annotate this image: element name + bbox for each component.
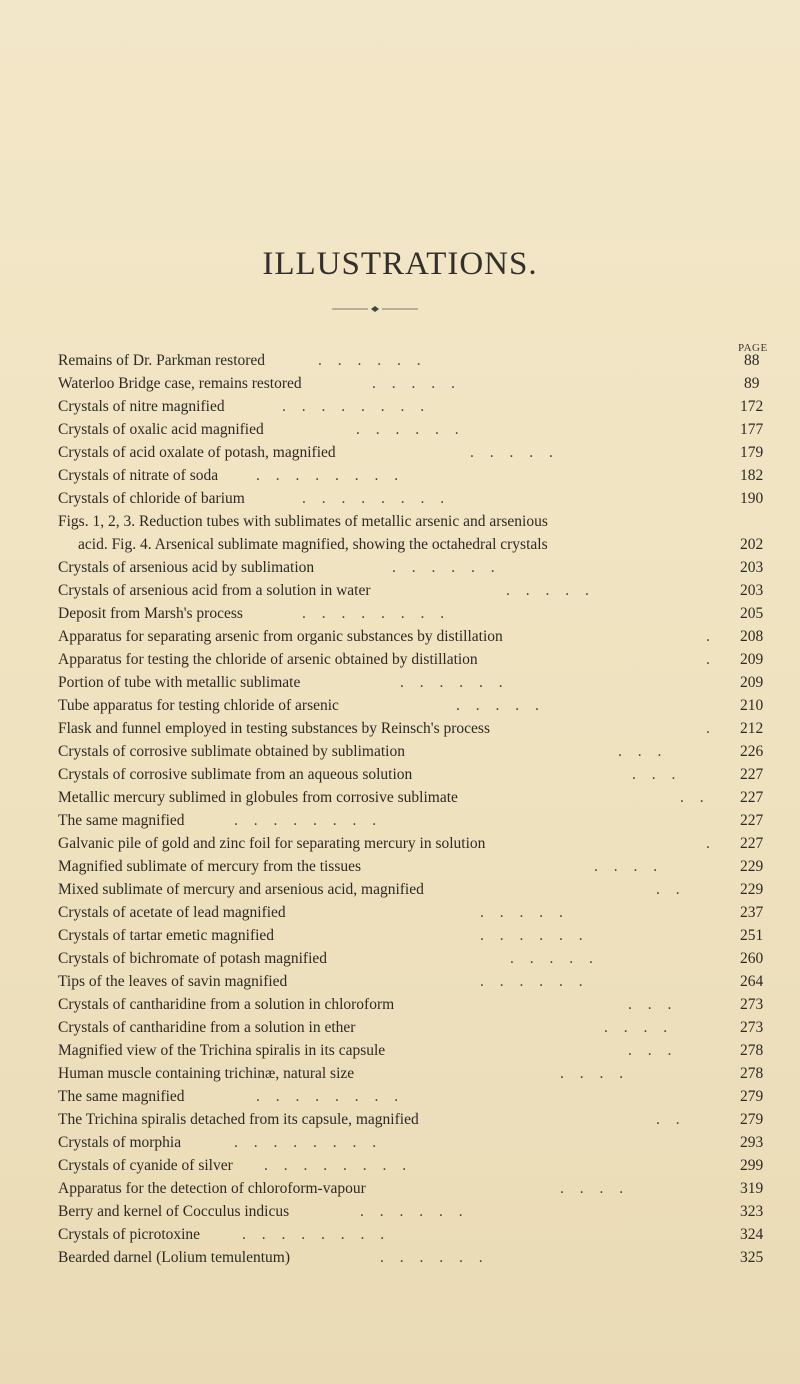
entry-page: 278 bbox=[740, 1042, 764, 1059]
entry-page: 182 bbox=[740, 467, 764, 484]
entry-page: 210 bbox=[740, 697, 764, 714]
entry-label: Crystals of bichromate of potash magnified bbox=[58, 950, 328, 967]
leader-dots: . . . . . . bbox=[400, 674, 509, 691]
entry-page: 212 bbox=[740, 720, 764, 737]
entry-label: Apparatus for the detection of chloroform-vapour bbox=[58, 1180, 366, 1197]
entry-page: 323 bbox=[740, 1203, 764, 1220]
leader-dots: . . bbox=[656, 881, 686, 898]
entry-label: Apparatus for testing the chloride of arsenic obtained by distillation bbox=[58, 651, 478, 668]
leader-dots: . . . . . . . . bbox=[234, 1134, 383, 1151]
leader-dots: . . . . . . . . bbox=[302, 490, 451, 507]
entry-label: Bearded darnel (Lolium temulentum) bbox=[58, 1249, 290, 1266]
entry-label: Crystals of tartar emetic magnified bbox=[58, 927, 275, 944]
leader-dots: . . . . . . . . bbox=[234, 812, 383, 829]
entry-label: Magnified view of the Trichina spiralis in its capsule bbox=[58, 1042, 386, 1059]
entry-label: Portion of tube with metallic sublimate bbox=[58, 674, 301, 691]
entry-label: Apparatus for separating arsenic from organic substances by distillation bbox=[58, 628, 503, 645]
entry-label: The same magnified bbox=[58, 1088, 185, 1105]
leader-dots: . . . bbox=[628, 996, 678, 1013]
leader-dots: . . . . . bbox=[480, 904, 569, 921]
entry-page: 209 bbox=[740, 651, 764, 668]
entry-label: Crystals of picrotoxine bbox=[58, 1226, 201, 1243]
entry-label: Crystals of corrosive sublimate from an aqueous solution bbox=[58, 766, 413, 783]
entry-page: 227 bbox=[740, 812, 764, 829]
entry-page: 279 bbox=[740, 1088, 764, 1105]
leader-dots: . . . . . . . . bbox=[256, 467, 405, 484]
entry-label: Remains of Dr. Parkman restored bbox=[58, 352, 266, 369]
leader-dots: . . . . bbox=[604, 1019, 674, 1036]
leader-dots: . . . . . bbox=[372, 375, 461, 392]
leader-dots: . . . . bbox=[560, 1065, 630, 1082]
entry-page: 251 bbox=[740, 927, 764, 944]
leader-dots: . . . . . . . . bbox=[264, 1157, 413, 1174]
entry-page: 172 bbox=[740, 398, 764, 415]
entry-label: Figs. 1, 2, 3. Reduction tubes with sublimates of metallic arsenic and arsenious bbox=[58, 513, 548, 530]
entry-label: Crystals of cantharidine from a solution in chloroform bbox=[58, 996, 395, 1013]
leader-dots: . . bbox=[680, 789, 710, 806]
entry-label: Waterloo Bridge case, remains restored bbox=[58, 375, 302, 392]
leader-dots: . bbox=[706, 835, 716, 852]
entry-label: Tips of the leaves of savin magnified bbox=[58, 973, 288, 990]
entry-label: Crystals of arsenious acid by sublimation bbox=[58, 559, 315, 576]
entry-page: 203 bbox=[740, 559, 764, 576]
entry-page: 203 bbox=[740, 582, 764, 599]
leader-dots: . . . . . . bbox=[318, 352, 427, 369]
entry-label: Magnified sublimate of mercury from the tissues bbox=[58, 858, 362, 875]
leader-dots: . . . . . bbox=[510, 950, 599, 967]
leader-dots: . . . . . . bbox=[392, 559, 501, 576]
entry-label: Crystals of corrosive sublimate obtained by sublimation bbox=[58, 743, 405, 760]
entry-page: 209 bbox=[740, 674, 764, 691]
entry-label: Crystals of chloride of barium bbox=[58, 490, 245, 507]
entry-page: 226 bbox=[740, 743, 764, 760]
leader-dots: . bbox=[706, 651, 716, 668]
entry-page: 89 bbox=[744, 375, 760, 392]
entry-label: Crystals of oxalic acid magnified bbox=[58, 421, 264, 438]
leader-dots: . . . bbox=[618, 743, 668, 760]
entry-label: Galvanic pile of gold and zinc foil for separating mercury in solution bbox=[58, 835, 486, 852]
entry-page: 179 bbox=[740, 444, 764, 461]
leader-dots: . . . . . . . . bbox=[302, 605, 451, 622]
entry-page: 229 bbox=[740, 858, 764, 875]
leader-dots: . . . . bbox=[560, 1180, 630, 1197]
leader-dots: . bbox=[706, 720, 716, 737]
entry-label: Mixed sublimate of mercury and arsenious acid, magnified bbox=[58, 881, 424, 898]
entry-page: 229 bbox=[740, 881, 764, 898]
entry-label: Flask and funnel employed in testing substances by Reinsch's process bbox=[58, 720, 490, 737]
leader-dots: . . . . . . . . bbox=[242, 1226, 391, 1243]
entry-page: 227 bbox=[740, 766, 764, 783]
page-column-header: PAGE bbox=[738, 342, 768, 354]
entry-label: Deposit from Marsh's process bbox=[58, 605, 243, 622]
entry-page: 299 bbox=[740, 1157, 764, 1174]
leader-dots: . . . . . . bbox=[356, 421, 465, 438]
entry-page: 279 bbox=[740, 1111, 764, 1128]
leader-dots: . . . . . . bbox=[380, 1249, 489, 1266]
entry-page: 208 bbox=[740, 628, 764, 645]
entry-page: 319 bbox=[740, 1180, 764, 1197]
entry-label: Crystals of acid oxalate of potash, magnified bbox=[58, 444, 336, 461]
entry-page: 227 bbox=[740, 789, 764, 806]
entry-page: 227 bbox=[740, 835, 764, 852]
entry-page: 293 bbox=[740, 1134, 764, 1151]
leader-dots: . . . . bbox=[594, 858, 664, 875]
entry-page: 273 bbox=[740, 1019, 764, 1036]
leader-dots: . . . bbox=[632, 766, 682, 783]
leader-dots: . . . . . bbox=[456, 697, 545, 714]
leader-dots: . . . . . . . . bbox=[256, 1088, 405, 1105]
leader-dots: . . . bbox=[628, 1042, 678, 1059]
entry-label: The Trichina spiralis detached from its capsule, magnified bbox=[58, 1111, 419, 1128]
entry-page: 237 bbox=[740, 904, 764, 921]
entry-label: Tube apparatus for testing chloride of arsenic bbox=[58, 697, 339, 714]
entry-page: 273 bbox=[740, 996, 764, 1013]
entry-page: 205 bbox=[740, 605, 764, 622]
leader-dots: . . . . . . bbox=[480, 927, 589, 944]
entry-label: Metallic mercury sublimed in globules from corrosive sublimate bbox=[58, 789, 458, 806]
entry-label: Crystals of cantharidine from a solution in ether bbox=[58, 1019, 356, 1036]
page-title: ILLUSTRATIONS. bbox=[262, 246, 538, 282]
entry-page: 88 bbox=[744, 352, 760, 369]
entry-label: Crystals of nitrate of soda bbox=[58, 467, 219, 484]
entry-label: Crystals of nitre magnified bbox=[58, 398, 225, 415]
leader-dots: . . . . . bbox=[470, 444, 559, 461]
entry-label: Human muscle containing trichinæ, natural size bbox=[58, 1065, 355, 1082]
leader-dots: . . bbox=[656, 1111, 686, 1128]
entry-page: 324 bbox=[740, 1226, 764, 1243]
entry-label: The same magnified bbox=[58, 812, 185, 829]
leader-dots: . bbox=[706, 628, 716, 645]
leader-dots: . . . . . . . . bbox=[282, 398, 431, 415]
leader-dots: . . . . . . bbox=[480, 973, 589, 990]
entry-page: 177 bbox=[740, 421, 764, 438]
entry-page: 325 bbox=[740, 1249, 764, 1266]
entry-label: Crystals of acetate of lead magnified bbox=[58, 904, 286, 921]
entry-page: 278 bbox=[740, 1065, 764, 1082]
entry-page: 264 bbox=[740, 973, 764, 990]
entry-page: 190 bbox=[740, 490, 764, 507]
entry-label: Crystals of morphia bbox=[58, 1134, 182, 1151]
entry-page: 260 bbox=[740, 950, 764, 967]
entry-label: Crystals of cyanide of silver bbox=[58, 1157, 233, 1174]
entry-label: Berry and kernel of Cocculus indicus bbox=[58, 1203, 290, 1220]
leader-dots: . . . . . bbox=[506, 582, 595, 599]
leader-dots: . . . . . . bbox=[360, 1203, 469, 1220]
entry-label-continued: acid. Fig. 4. Arsenical sublimate magnified, showing the octahedral crystals bbox=[78, 536, 548, 553]
entry-label: Crystals of arsenious acid from a solution in water bbox=[58, 582, 371, 599]
entry-page: 202 bbox=[740, 536, 764, 553]
